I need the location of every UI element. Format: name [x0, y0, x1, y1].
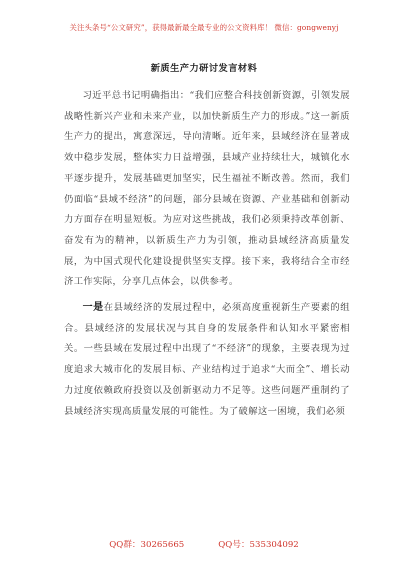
document-title: 新质生产力研讨发言材料	[150, 63, 258, 74]
qq-group-number: QQ群：30265665	[109, 540, 185, 550]
paragraph	[64, 298, 350, 422]
paragraph-lead: 一是	[82, 302, 104, 314]
promo-banner: 关注头条号“公文研究”，获得最新最全最专业的公文资料库！ 微信：gongwenyj	[69, 23, 339, 32]
paragraph-text: 习近平总书记明确指出：“我们应整合科技创新资源，引领发展战略性新兴产业和未来产业，以加快新质生产力的形成。”这一新质生产力的提出，寓意深远，导向清晰。近年来，县域经济在显著成效中稳步发展，整体实力日益增强，县域产业持续壮大，城镇化水平逐步提升，发展基础更加坚实，民生福祉不断改善。然而，我们仍面临“县域不经济”的问题，部分县域在资源、产业基础和创新动力方面存在明显短板。为应对这些挑战，我们必须秉持改革创新、奋发有为的精神，以新质生产力为引领，推动县域经济高质量发展，为中国式现代化建设提供坚实支撑。接下来，我将结合全市经济工作实际，分享几点体会，以供参考。	[64, 90, 350, 288]
paragraph-text: 在县域经济的发展过程中，必须高度重视新生产要素的组合。县域经济的发展状况与其自身的发展条件和认知水平紧密相关。一些县域在发展过程中出现了“不经济”的现象，主要表现为过度追求大城市化的发展目标、产业结构过于追求“大而全”、增长动力过度依赖政府投资以及创新驱动力不足等。这些问题严重制约了县域经济实现高质量发展的可能性。为了破解这一困境，我们必须	[64, 302, 350, 417]
footer-contacts	[0, 538, 408, 550]
qq-number: QQ号：535304092	[218, 540, 299, 550]
document-body	[64, 86, 350, 422]
paragraph	[64, 86, 350, 293]
